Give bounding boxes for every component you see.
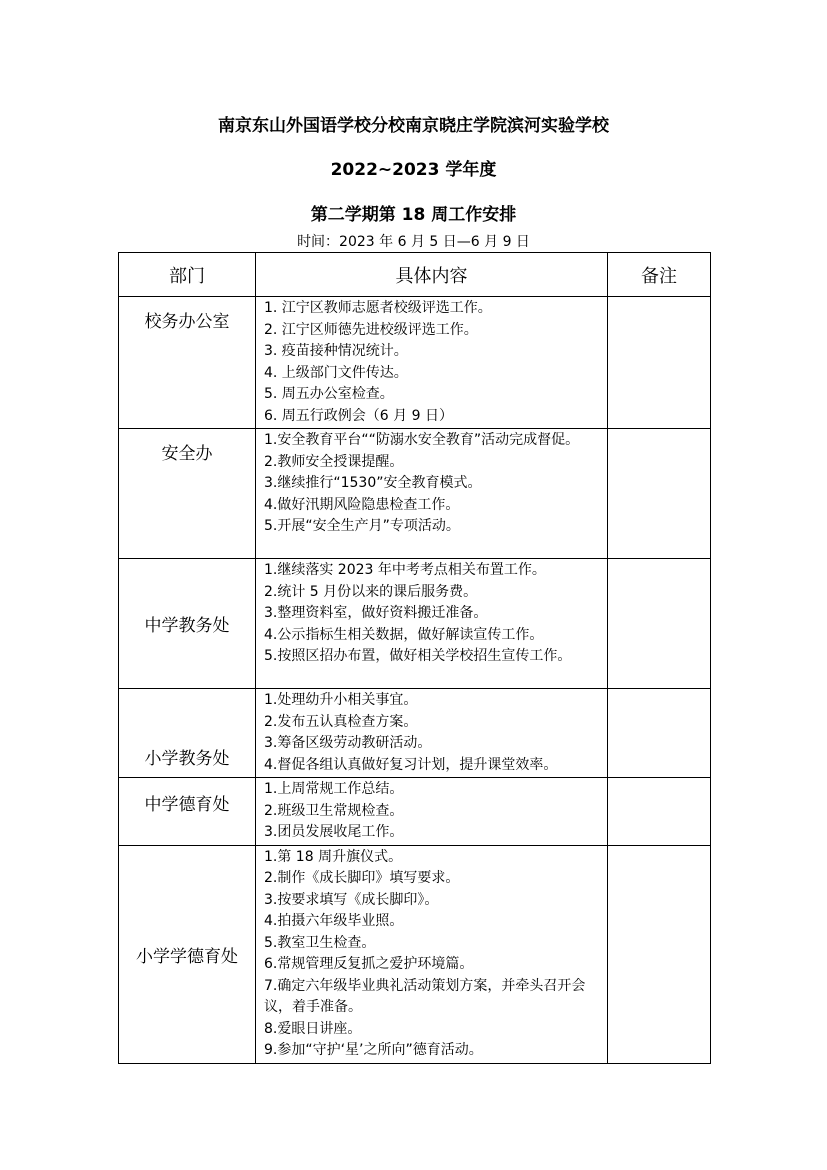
content-cell [256, 429, 608, 559]
list-item: 1.继续落实 2023 年中考考点相关布置工作。 [264, 562, 546, 578]
department-cell [119, 845, 256, 1063]
table-row [119, 689, 711, 778]
list-item: 2. 江宁区师德先进校级评选工作。 [264, 321, 478, 338]
schedule-table [118, 252, 711, 1064]
department-cell [119, 429, 256, 559]
header-content: 具体内容 [256, 253, 608, 297]
list-item: 5.按照区招办布置，做好相关学校招生宣传工作。 [264, 648, 572, 664]
date-range: 时间：2023 年 6 月 5 日—6 月 9 日 [297, 234, 530, 250]
table-header-row [119, 253, 711, 297]
table-row [119, 778, 711, 846]
list-item: 2.发布五认真检查方案。 [264, 713, 418, 730]
list-item: 5.教室卫生检查。 [264, 934, 376, 951]
list-item: 4.做好汛期风险隐患检查工作。 [264, 496, 460, 513]
department-name: 小学学德育处 [136, 946, 238, 967]
list-item: 3.筹备区级劳动教研活动。 [264, 735, 432, 751]
department-name: 中学教务处 [144, 616, 230, 636]
department-cell [119, 778, 256, 846]
table-row [119, 429, 711, 559]
note-cell [608, 559, 711, 689]
list-item: 7.确定六年级毕业典礼活动策划方案，并牵头召开会议，着手准备。 [264, 977, 586, 1015]
list-item: 6.常规管理反复抓之爱护环境篇。 [264, 956, 474, 972]
content-cell [256, 845, 608, 1063]
header-department: 部门 [119, 253, 256, 297]
department-cell [119, 559, 256, 689]
content-cell [256, 689, 608, 778]
note-cell [608, 845, 711, 1063]
list-item: 3.按要求填写《成长脚印》。 [264, 891, 439, 908]
note-cell [608, 297, 711, 429]
list-item: 1.安全教育平台““防溺水安全教育”活动完成督促。 [264, 432, 580, 448]
list-item: 2.制作《成长脚印》填写要求。 [264, 870, 460, 886]
list-item: 4.督促各组认真做好复习计划，提升课堂效率。 [264, 756, 558, 773]
department-name: 校务办公室 [144, 312, 230, 332]
content-cell [256, 778, 608, 846]
list-item: 1.处理幼升小相关事宜。 [264, 692, 418, 708]
list-item: 4.拍摄六年级毕业照。 [264, 913, 404, 929]
department-name: 小学教务处 [144, 749, 230, 769]
list-item: 8.爱眼日讲座。 [264, 1020, 362, 1037]
week-schedule-title: 第二学期第 18 周工作安排 [310, 205, 517, 225]
list-item: 3.团员发展收尾工作。 [264, 824, 404, 840]
list-item: 1.上周常规工作总结。 [264, 781, 404, 797]
department-name: 安全办 [161, 444, 213, 464]
department-cell [119, 297, 256, 429]
list-item: 3. 疫苗接种情况统计。 [264, 343, 408, 359]
list-item: 1. 江宁区教师志愿者校级评选工作。 [264, 300, 492, 316]
list-item: 1.第 18 周升旗仪式。 [264, 848, 403, 865]
list-item: 4.公示指标生相关数据，做好解读宣传工作。 [264, 626, 544, 643]
list-item: 2.统计 5 月份以来的课后服务费。 [264, 583, 478, 600]
list-item: 9.参加“守护‘星’之所向”德育活动。 [264, 1042, 483, 1058]
list-item: 3.整理资料室，做好资料搬迁准备。 [264, 605, 488, 621]
academic-year-title: 2022~2023 学年度 [330, 160, 497, 180]
department-name: 中学德育处 [144, 795, 230, 815]
content-cell [256, 559, 608, 689]
list-item: 6. 周五行政例会（6 月 9 日） [264, 407, 453, 424]
list-item: 3.继续推行“1530”安全教育模式。 [264, 475, 482, 491]
school-name-title: 南京东山外国语学校分校南京晓庄学院滨河实验学校 [218, 116, 609, 136]
department-cell [119, 689, 256, 778]
list-item: 2.班级卫生常规检查。 [264, 802, 404, 819]
table-row [119, 845, 711, 1063]
note-cell [608, 778, 711, 846]
list-item: 5. 周五办公室检查。 [264, 386, 394, 402]
content-cell [256, 297, 608, 429]
list-item: 5.开展“安全生产月”专项活动。 [264, 518, 460, 534]
list-item: 4. 上级部门文件传达。 [264, 364, 408, 381]
note-cell [608, 689, 711, 778]
list-item: 2.教师安全授课提醒。 [264, 453, 404, 470]
table-row [119, 559, 711, 689]
note-cell [608, 429, 711, 559]
table-row [119, 297, 711, 429]
header-note: 备注 [608, 253, 711, 297]
